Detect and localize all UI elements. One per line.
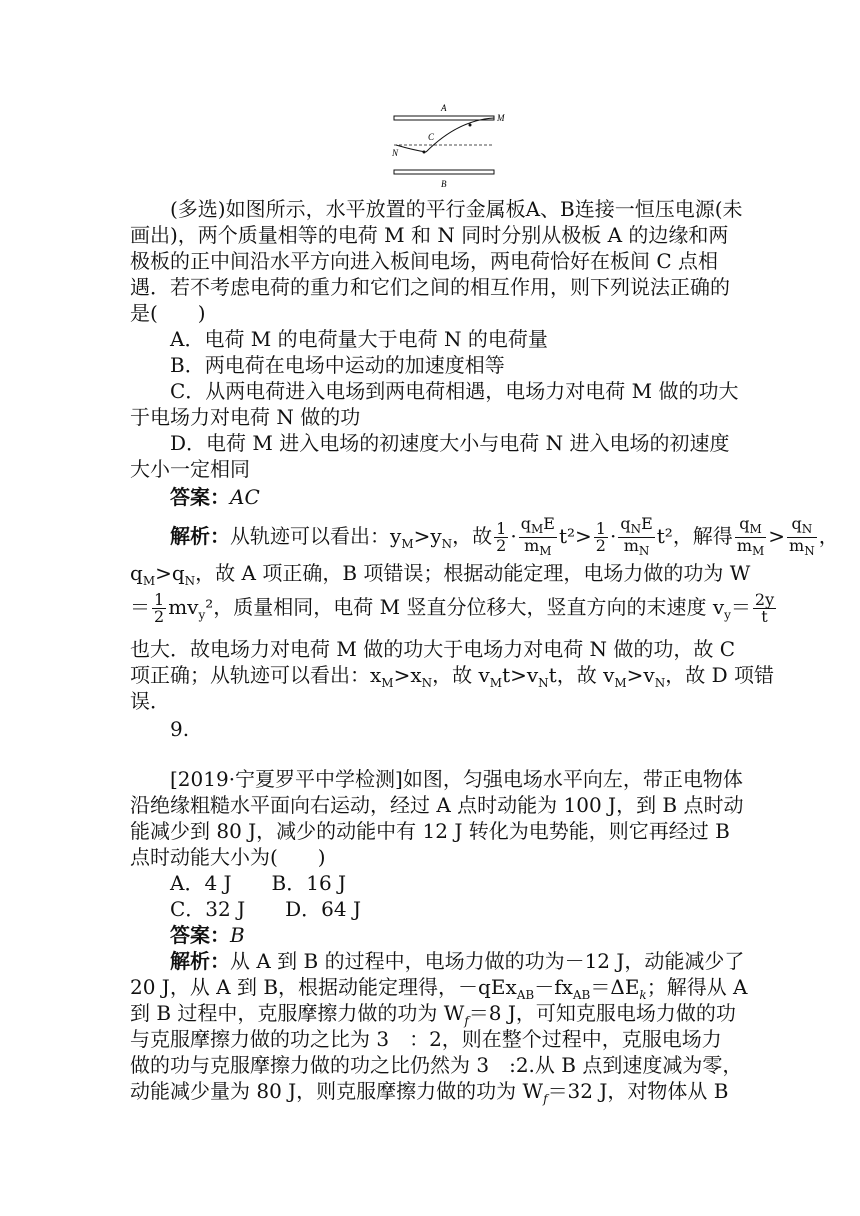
analysis-text: ＝8 J，可知克服电场力做的功 — [468, 1001, 736, 1025]
plate-b — [394, 170, 494, 174]
plate-a — [394, 116, 494, 120]
figure-label-a: A — [441, 103, 447, 113]
figure-label-c: C — [428, 132, 435, 142]
analysis-text: 从轨迹可以看出：y — [230, 524, 402, 549]
analysis-text: ，故 — [452, 524, 493, 549]
charge-n-dot — [423, 151, 426, 154]
figure-label-m: M — [497, 113, 505, 123]
analysis-text: ＝ΔE — [590, 975, 640, 999]
analysis-text: >y — [413, 524, 442, 549]
q8-analysis-line-5: 项正确；从轨迹可以看出：$x_M>x_N$，故 $v_Mt>v_Nt$，故 $v_M>v_N$，故 D 项错 — [130, 663, 774, 690]
capacitor-figure — [388, 98, 516, 190]
analysis-label: 解析： — [170, 949, 230, 973]
analysis-text: ，解得 — [672, 524, 733, 549]
q9-analysis-line-3: 到 B 过程中，克服摩擦力做的功为 $W_f=8$ J，可知克服电场力做的功 — [130, 1001, 736, 1028]
q8-stem-line-1: (多选)如图所示，水平放置的平行金属板A、B连接一恒压电源(未 — [170, 197, 743, 221]
analysis-label: 解析： — [170, 524, 230, 549]
q8-option-d-line-2: 大小一定相同 — [130, 457, 250, 481]
q9-number: 9. — [170, 717, 190, 741]
analysis-text: 项正确；从轨迹可以看出：x — [130, 663, 382, 687]
q8-analysis-line-2: $q_M>q_N$，故 A 项正确，B 项错误；根据动能定理，电场力做的功为 W — [130, 561, 751, 588]
fraction-qm-em: $\frac{q_ME}{m_M}$ — [520, 514, 555, 559]
trajectory-n — [396, 145, 426, 152]
q8-option-d-line-1: D．电荷 M 进入电场的初速度大小与电荷 N 进入电场的初速度 — [170, 431, 730, 455]
fraction-qm-mm: $\frac{q_M}{m_M}$ — [736, 514, 765, 559]
analysis-text: 20 J，从 A 到 B，根据动能定理得，－qEx — [130, 975, 517, 999]
analysis-text: ，故 D 项错 — [665, 663, 774, 687]
q9-stem-line-1: [2019·宁夏罗平中学检测]如图，匀强电场水平向左，带正电物体 — [170, 767, 743, 791]
figure-label-n: N — [392, 148, 399, 158]
q8-analysis-line-6: 误． — [130, 689, 170, 713]
q8-option-c-line-2: 于电场力对电荷 N 做的功 — [130, 405, 361, 429]
charge-m-dot — [469, 124, 472, 127]
answer-label: 答案： — [170, 923, 230, 947]
q9-analysis-line-1 — [130, 948, 770, 974]
fraction-qn-mn: $\frac{q_N}{m_N}$ — [789, 514, 815, 559]
q8-stem-line-4: 遇．若不考虑电荷的重力和它们之间的相互作用，则下列说法正确的 — [130, 275, 730, 299]
q9-stem-line-3: 能减少到 80 J，减少的动能中有 12 J 转化为电势能，则它再经过 B — [130, 819, 730, 843]
q9-stem-line-2: 沿绝缘粗糙水平面向右运动，经过 A 点时动能为 100 J，到 B 点时动 — [130, 793, 744, 817]
analysis-text: ＝32 J，对物体从 B — [547, 1079, 729, 1103]
answer-value: AC — [230, 485, 260, 509]
analysis-text: ；解得从 A — [646, 975, 748, 999]
analysis-text: 到 B 过程中，克服摩擦力做的功为 W — [130, 1001, 465, 1025]
q8-stem-line-3: 极板的正中间沿水平方向进入板间电场，两电荷恰好在板间 C 点相 — [130, 249, 719, 273]
fraction-half: $\frac{1}{2}$ — [496, 519, 507, 556]
q8-analysis-line-4: 也大．故电场力对电荷 M 做的功大于电场力对电荷 N 做的功，故 C — [130, 637, 736, 661]
fraction-half: $\frac{1}{2}$ — [595, 519, 606, 556]
q9-options-row-1: A．4 J B．16 J — [170, 871, 347, 895]
q8-analysis-line-1: 解析：从轨迹可以看出：$y_M>y_N$，故 $\frac{1}{2}$ · $\frac{q_ME}{m_M}$ t²> $\frac{1}{2}$ · $\frac{q_NE}{m_N}$ t²，解得 $\frac{q_M}{m_M}$ > $\frac{q_N}{m_N}$ ， — [170, 514, 839, 559]
fraction-2y-t: $\frac{2y}{t}$ — [754, 590, 775, 626]
q9-answer — [130, 922, 770, 948]
q9-stem-line-4: 点时动能大小为( ) — [130, 845, 326, 869]
q9-analysis-line-5: 做的功与克服摩擦力做的功之比仍然为 3 :2.从 B 点到速度减为零， — [130, 1053, 743, 1077]
analysis-text: 动能减少量为 80 J，则克服摩擦力做的功为 W — [130, 1079, 544, 1103]
q9-options-row-2: C．32 J D．64 J — [170, 897, 361, 921]
fraction-half: $\frac{1}{2}$ — [154, 590, 165, 626]
q9-analysis-line-6: 动能减少量为 80 J，则克服摩擦力做的功为 $W_f=32$ J，对物体从 B — [130, 1079, 729, 1106]
answer-label: 答案： — [170, 485, 230, 509]
figure-label-b: B — [441, 179, 447, 189]
q8-answer — [130, 484, 770, 510]
analysis-text: ，故 A 项正确，B 项错误；根据动能定理，电场力做的功为 W — [195, 561, 751, 585]
answer-value: B — [230, 923, 245, 947]
q8-option-a: A．电荷 M 的电荷量大于电荷 N 的电荷量 — [170, 327, 548, 351]
analysis-text: ，故 v — [556, 663, 615, 687]
q8-stem-line-5: 是( ) — [130, 301, 206, 325]
q8-analysis-line-3: ＝ $\frac{1}{2}$ $mv_y^2$，质量相同，电荷 M 竖直分位移大，竖直方向的末速度 $v_y=$ $\frac{2y}{t}$ — [130, 590, 775, 626]
q8-option-c-line-1: C．从两电荷进入电场到两电荷相遇，电场力对电荷 M 做的功大 — [170, 379, 739, 403]
q9-analysis-line-2: 20 J，从 A 到 B，根据动能定理得，$-qEx_{AB}-fx_{AB}=\Delta E_k$；解得从 A — [130, 975, 748, 1002]
analysis-text: 从 A 到 B 的过程中，电场力做的功为－12 J，动能减少了 — [230, 949, 745, 973]
q8-stem-line-2: 画出)，两个质量相等的电荷 M 和 N 同时分别从极板 A 的边缘和两 — [130, 223, 729, 247]
q9-analysis-line-4: 与克服摩擦力做的功之比为 3 ：2，则在整个过程中，克服电场力 — [130, 1027, 722, 1051]
q8-option-b: B．两电荷在电场中运动的加速度相等 — [170, 353, 505, 377]
analysis-text: －fx — [534, 975, 573, 999]
fraction-qn-en: $\frac{q_NE}{m_N}$ — [620, 514, 653, 559]
analysis-text: ，质量相同，电荷 M 竖直分位移大，竖直方向的末速度 v — [213, 595, 725, 619]
trajectory-m — [426, 118, 494, 152]
